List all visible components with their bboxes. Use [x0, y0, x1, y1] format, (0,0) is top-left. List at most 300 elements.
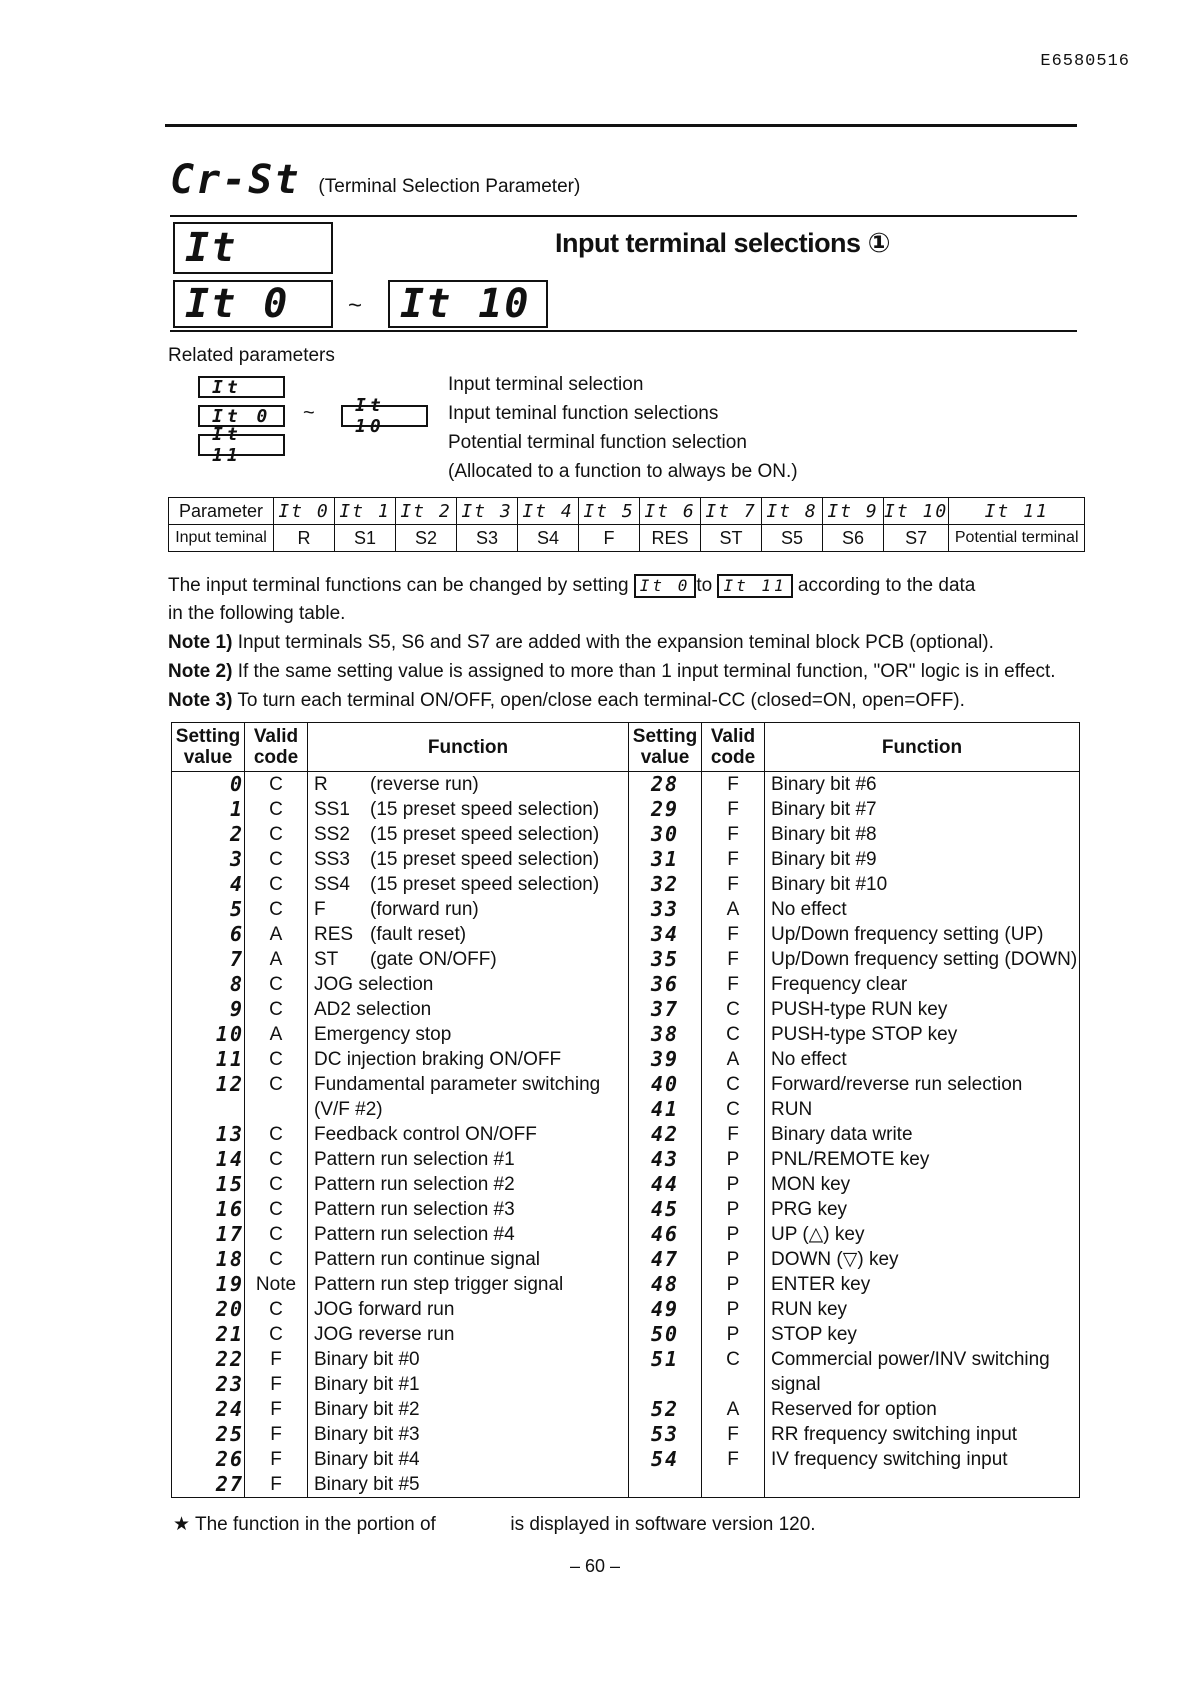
table-row — [172, 922, 1080, 947]
valid-code-cell: C — [245, 1172, 308, 1197]
terminal-cell: R — [274, 525, 335, 552]
header-setting-value: Setting value — [172, 723, 245, 772]
function-text: JOG selection — [314, 974, 434, 995]
valid-code-cell-2: F — [702, 797, 765, 822]
function-cell-2: Forward/reverse run selection — [765, 1072, 1080, 1097]
function-cell-2: RUN — [765, 1097, 1080, 1122]
function-text: Binary bit #1 — [314, 1374, 420, 1395]
function-cell — [308, 1272, 629, 1297]
function-cell — [308, 1397, 629, 1422]
note-1-label: Note 1) — [168, 632, 233, 653]
table-row — [172, 797, 1080, 822]
setting-value-cell-2: 43 — [629, 1147, 702, 1172]
valid-code-cell: C — [245, 972, 308, 997]
terminal-cell: S4 — [518, 525, 579, 552]
function-cell — [308, 897, 629, 922]
setting-value-cell: 7 — [172, 947, 245, 972]
function-text: Pattern run continue signal — [314, 1249, 541, 1270]
function-cell — [308, 1222, 629, 1247]
param-cell: It 5 — [579, 498, 640, 525]
setting-value-cell: 22 — [172, 1347, 245, 1372]
function-text: Binary bit #2 — [314, 1399, 420, 1420]
function-cell-2: MON key — [765, 1172, 1080, 1197]
related-text-3: Potential terminal function selection — [448, 432, 747, 453]
setting-value-cell: 20 — [172, 1297, 245, 1322]
valid-code-cell-2: F — [702, 1422, 765, 1447]
table-row — [172, 1222, 1080, 1247]
setting-value-cell-2: 31 — [629, 847, 702, 872]
table-row — [172, 1372, 1080, 1397]
valid-code-cell: C — [245, 772, 308, 798]
setting-value-cell: 10 — [172, 1022, 245, 1047]
setting-value-cell-2: 52 — [629, 1397, 702, 1422]
table-row — [172, 1097, 1080, 1122]
function-cell-2: Reserved for option — [765, 1397, 1080, 1422]
valid-code-cell-2: P — [702, 1197, 765, 1222]
setting-value-cell: 13 — [172, 1122, 245, 1147]
valid-code-cell: C — [245, 1072, 308, 1097]
valid-code-cell: A — [245, 1022, 308, 1047]
setting-value-cell-2: 39 — [629, 1047, 702, 1072]
valid-code-cell-2: C — [702, 997, 765, 1022]
section-code: Cr-St — [170, 157, 301, 203]
related-box-it — [198, 376, 285, 398]
function-table-header — [172, 723, 1080, 772]
header-rule — [170, 215, 1077, 217]
related-box-it10-label: It 10 — [355, 395, 385, 437]
terminal-cell: Potential terminal — [949, 525, 1085, 552]
table-row — [172, 1272, 1080, 1297]
setting-value-cell-2: 47 — [629, 1247, 702, 1272]
function-cell-2: Binary data write — [765, 1122, 1080, 1147]
function-cell-2: Up/Down frequency setting (DOWN) — [765, 947, 1080, 972]
intro-box-it0-label: It 0 — [639, 576, 691, 595]
setting-value-cell: 21 — [172, 1322, 245, 1347]
function-command: ST — [314, 949, 339, 970]
terminal-cell: S5 — [762, 525, 823, 552]
valid-code-cell-2: F — [702, 872, 765, 897]
function-cell — [308, 797, 629, 822]
intro-box-it11-label: It 11 — [723, 576, 787, 595]
function-cell — [308, 1047, 629, 1072]
table-row — [172, 1297, 1080, 1322]
function-cell-2: Up/Down frequency setting (UP) — [765, 922, 1080, 947]
function-cell — [308, 1447, 629, 1472]
function-text: (15 preset speed selection) — [370, 849, 600, 870]
related-box-it0-label: It 0 — [212, 405, 272, 427]
function-table-body — [172, 772, 1080, 1498]
valid-code-cell: F — [245, 1447, 308, 1472]
param-cell: It 2 — [396, 498, 457, 525]
setting-value-cell: 5 — [172, 897, 245, 922]
related-box-it-label: It — [212, 376, 242, 398]
parameter-terminal-table — [168, 497, 1085, 552]
function-text: (V/F #2) — [314, 1099, 383, 1120]
function-cell — [308, 772, 629, 798]
page-number: – 60 – — [569, 1556, 621, 1576]
table-row — [172, 1197, 1080, 1222]
valid-code-cell-2: A — [702, 1047, 765, 1072]
valid-code-cell-2: P — [702, 1272, 765, 1297]
table-row — [172, 972, 1080, 997]
setting-value-cell-2 — [629, 1472, 702, 1498]
function-cell-2: Binary bit #10 — [765, 872, 1080, 897]
function-cell-2: RUN key — [765, 1297, 1080, 1322]
function-cell-2: PUSH-type RUN key — [765, 997, 1080, 1022]
table-row — [172, 1422, 1080, 1447]
setting-value-cell: 2 — [172, 822, 245, 847]
param-row-label: Parameter — [169, 498, 274, 525]
terminal-row-label: Input teminal — [169, 525, 274, 552]
table-row — [172, 1072, 1080, 1097]
setting-value-cell-2: 50 — [629, 1322, 702, 1347]
function-cell — [308, 1022, 629, 1047]
valid-code-cell: C — [245, 997, 308, 1022]
function-cell — [308, 1372, 629, 1397]
setting-value-cell-2: 37 — [629, 997, 702, 1022]
valid-code-cell: C — [245, 847, 308, 872]
function-cell — [308, 997, 629, 1022]
function-cell-2: No effect — [765, 1047, 1080, 1072]
function-cell-2: IV frequency switching input — [765, 1447, 1080, 1472]
setting-value-cell-2: 48 — [629, 1272, 702, 1297]
setting-value-cell: 19 — [172, 1272, 245, 1297]
function-text: Binary bit #0 — [314, 1349, 420, 1370]
valid-code-cell-2: F — [702, 847, 765, 872]
valid-code-cell-2: A — [702, 897, 765, 922]
valid-code-cell: C — [245, 822, 308, 847]
intro-text-b: according to the data — [797, 575, 976, 597]
table-row — [172, 1397, 1080, 1422]
related-text-4: (Allocated to a function to always be ON.) — [448, 461, 798, 482]
function-cell — [308, 847, 629, 872]
function-cell — [308, 972, 629, 997]
function-cell — [308, 1172, 629, 1197]
setting-value-cell-2: 46 — [629, 1222, 702, 1247]
header-setting-value-2: Setting value — [629, 723, 702, 772]
valid-code-cell: F — [245, 1372, 308, 1397]
function-command: SS3 — [314, 849, 350, 870]
function-cell — [308, 1147, 629, 1172]
setting-value-cell: 16 — [172, 1197, 245, 1222]
valid-code-cell: C — [245, 797, 308, 822]
setting-value-cell: 12 — [172, 1072, 245, 1097]
valid-code-cell-2 — [702, 1372, 765, 1397]
valid-code-cell: C — [245, 1222, 308, 1247]
table-row — [172, 1472, 1080, 1498]
page-title: Input terminal selections ① — [555, 228, 890, 258]
table-row — [172, 1247, 1080, 1272]
intro-box-it11 — [717, 574, 792, 598]
function-command: RES — [314, 924, 354, 945]
setting-value-cell: 26 — [172, 1447, 245, 1472]
terminal-row — [169, 525, 1085, 552]
function-cell-2: Binary bit #6 — [765, 772, 1080, 798]
footnote — [173, 1513, 816, 1536]
valid-code-cell: C — [245, 1047, 308, 1072]
terminal-cell: S6 — [823, 525, 884, 552]
setting-value-cell-2: 33 — [629, 897, 702, 922]
table-row — [172, 1322, 1080, 1347]
setting-value-cell: 9 — [172, 997, 245, 1022]
setting-value-cell: 18 — [172, 1247, 245, 1272]
function-cell — [308, 1197, 629, 1222]
table-row — [172, 1172, 1080, 1197]
setting-value-cell: 15 — [172, 1172, 245, 1197]
param-cell: It 1 — [335, 498, 396, 525]
header-valid-code-2: Valid code — [702, 723, 765, 772]
valid-code-cell-2: F — [702, 922, 765, 947]
function-command: R — [314, 774, 328, 795]
function-cell-2: STOP key — [765, 1322, 1080, 1347]
function-cell — [308, 1297, 629, 1322]
function-cell — [308, 1247, 629, 1272]
param-box-it-label: It — [185, 225, 238, 271]
valid-code-cell: C — [245, 872, 308, 897]
table-row — [172, 1047, 1080, 1072]
footnote-text-b: is displayed in software version 120. — [510, 1514, 816, 1535]
related-box-it11-label: It 11 — [212, 424, 242, 466]
function-text: Binary bit #4 — [314, 1449, 420, 1470]
valid-code-cell-2: F — [702, 1122, 765, 1147]
function-command: SS1 — [314, 799, 350, 820]
param-cell: It 8 — [762, 498, 823, 525]
function-cell — [308, 1072, 629, 1097]
valid-code-cell-2: C — [702, 1347, 765, 1372]
function-cell-2: UP (△) key — [765, 1222, 1080, 1247]
function-text: Pattern run selection #1 — [314, 1149, 515, 1170]
table-row — [172, 1447, 1080, 1472]
terminal-cell: ST — [701, 525, 762, 552]
function-cell-2: Commercial power/INV switching — [765, 1347, 1080, 1372]
table-row — [172, 1022, 1080, 1047]
valid-code-cell-2: P — [702, 1222, 765, 1247]
valid-code-cell: A — [245, 947, 308, 972]
setting-value-cell: 3 — [172, 847, 245, 872]
function-cell-2 — [765, 1472, 1080, 1498]
function-text: (15 preset speed selection) — [370, 824, 600, 845]
terminal-cell: S1 — [335, 525, 396, 552]
function-cell — [308, 1097, 629, 1122]
setting-value-cell: 11 — [172, 1047, 245, 1072]
valid-code-cell-2: F — [702, 772, 765, 798]
setting-value-cell: 25 — [172, 1422, 245, 1447]
valid-code-cell-2: C — [702, 1097, 765, 1122]
valid-code-cell: A — [245, 922, 308, 947]
valid-code-cell-2: P — [702, 1247, 765, 1272]
setting-value-cell — [172, 1097, 245, 1122]
param-cell: It 0 — [274, 498, 335, 525]
function-cell-2: PRG key — [765, 1197, 1080, 1222]
function-command: SS4 — [314, 874, 350, 895]
setting-value-cell-2: 53 — [629, 1422, 702, 1447]
param-cell: It 10 — [884, 498, 949, 525]
header-valid-code: Valid code — [245, 723, 308, 772]
param-cell: It 6 — [640, 498, 701, 525]
setting-value-cell-2: 29 — [629, 797, 702, 822]
setting-value-cell: 23 — [172, 1372, 245, 1397]
valid-code-cell: Note — [245, 1272, 308, 1297]
function-cell-2: DOWN (▽) key — [765, 1247, 1080, 1272]
note-3-label: Note 3) — [168, 690, 233, 711]
valid-code-cell-2: P — [702, 1322, 765, 1347]
setting-value-cell-2: 28 — [629, 772, 702, 798]
terminal-cell: RES — [640, 525, 701, 552]
function-text: JOG forward run — [314, 1299, 455, 1320]
function-cell — [308, 822, 629, 847]
param-row — [169, 498, 1085, 525]
setting-value-cell-2: 41 — [629, 1097, 702, 1122]
function-cell-2: Binary bit #7 — [765, 797, 1080, 822]
table-row — [172, 772, 1080, 798]
valid-code-cell: C — [245, 1122, 308, 1147]
function-text: Binary bit #3 — [314, 1424, 420, 1445]
related-parameters-label: Related parameters — [168, 345, 335, 366]
setting-value-cell-2: 44 — [629, 1172, 702, 1197]
param-cell: It 4 — [518, 498, 579, 525]
setting-value-cell: 14 — [172, 1147, 245, 1172]
setting-value-cell-2: 38 — [629, 1022, 702, 1047]
title-rule — [170, 330, 1077, 332]
note-2 — [168, 661, 1056, 683]
function-text: Pattern run selection #2 — [314, 1174, 515, 1195]
terminal-cell: F — [579, 525, 640, 552]
param-box-it — [173, 222, 333, 274]
setting-value-cell-2: 42 — [629, 1122, 702, 1147]
function-text: Feedback control ON/OFF — [314, 1124, 537, 1145]
setting-value-cell: 1 — [172, 797, 245, 822]
function-cell — [308, 1422, 629, 1447]
setting-value-cell-2: 45 — [629, 1197, 702, 1222]
setting-value-cell-2: 51 — [629, 1347, 702, 1372]
table-row — [172, 1147, 1080, 1172]
function-cell-2: Binary bit #8 — [765, 822, 1080, 847]
related-box-it10 — [341, 395, 428, 437]
intro-text-a: The input terminal functions can be changed by setting — [168, 575, 629, 597]
table-row — [172, 872, 1080, 897]
terminal-cell: S3 — [457, 525, 518, 552]
valid-code-cell-2: F — [702, 822, 765, 847]
table-row — [172, 947, 1080, 972]
function-cell — [308, 1472, 629, 1498]
valid-code-cell-2: P — [702, 1172, 765, 1197]
function-text: DC injection braking ON/OFF — [314, 1049, 562, 1070]
related-tilde: ~ — [303, 402, 315, 424]
note-1 — [168, 632, 994, 654]
setting-value-cell: 17 — [172, 1222, 245, 1247]
function-cell — [308, 1347, 629, 1372]
setting-value-cell: 8 — [172, 972, 245, 997]
param-box-it10 — [388, 280, 548, 328]
valid-code-cell: C — [245, 1247, 308, 1272]
terminal-cell: S2 — [396, 525, 457, 552]
function-cell-2: PNL/REMOTE key — [765, 1147, 1080, 1172]
header-function-2: Function — [765, 723, 1080, 772]
setting-value-cell-2: 54 — [629, 1447, 702, 1472]
function-text: (gate ON/OFF) — [370, 949, 497, 970]
setting-value-cell-2: 49 — [629, 1297, 702, 1322]
header-function: Function — [308, 723, 629, 772]
param-cell: It 7 — [701, 498, 762, 525]
valid-code-cell: F — [245, 1397, 308, 1422]
intro-line-1 — [168, 574, 975, 598]
note-2-label: Note 2) — [168, 661, 233, 682]
function-text: Emergency stop — [314, 1024, 452, 1045]
param-box-it0 — [173, 280, 333, 328]
valid-code-cell-2: A — [702, 1397, 765, 1422]
setting-value-cell-2: 30 — [629, 822, 702, 847]
setting-value-cell-2: 40 — [629, 1072, 702, 1097]
function-cell-2: RR frequency switching input — [765, 1422, 1080, 1447]
function-text: Binary bit #5 — [314, 1474, 420, 1495]
setting-value-cell: 0 — [172, 772, 245, 798]
valid-code-cell: F — [245, 1347, 308, 1372]
function-text: (forward run) — [370, 899, 479, 920]
table-row — [172, 997, 1080, 1022]
function-command: SS2 — [314, 824, 350, 845]
related-box-it11 — [198, 424, 285, 466]
function-text: Pattern run selection #4 — [314, 1224, 515, 1245]
note-1-text: Input terminals S5, S6 and S7 are added with the expansion teminal block PCB (optional). — [237, 632, 994, 653]
setting-value-cell: 24 — [172, 1397, 245, 1422]
section-header — [170, 157, 581, 203]
valid-code-cell: C — [245, 1322, 308, 1347]
function-text: Pattern run step trigger signal — [314, 1274, 564, 1295]
setting-value-cell-2 — [629, 1372, 702, 1397]
function-cell — [308, 1322, 629, 1347]
section-subtitle: (Terminal Selection Parameter) — [318, 176, 581, 197]
function-cell-2: signal — [765, 1372, 1080, 1397]
function-cell-2: Frequency clear — [765, 972, 1080, 997]
valid-code-cell-2: C — [702, 1022, 765, 1047]
function-table — [171, 722, 1080, 1498]
setting-value-cell-2: 36 — [629, 972, 702, 997]
note-2-text: If the same setting value is assigned to more than 1 input terminal function, "OR" logic is in effect. — [237, 661, 1056, 682]
intro-to: to — [696, 575, 713, 597]
function-text: AD2 selection — [314, 999, 432, 1020]
function-cell-2: Binary bit #9 — [765, 847, 1080, 872]
related-text-1: Input terminal selection — [448, 374, 644, 395]
valid-code-cell: F — [245, 1422, 308, 1447]
setting-value-cell: 6 — [172, 922, 245, 947]
function-command: F — [314, 899, 326, 920]
table-row — [172, 847, 1080, 872]
valid-code-cell: C — [245, 1297, 308, 1322]
param-cell: It 3 — [457, 498, 518, 525]
function-text: (reverse run) — [370, 774, 479, 795]
table-row — [172, 897, 1080, 922]
top-rule — [165, 124, 1077, 127]
function-cell-2: PUSH-type STOP key — [765, 1022, 1080, 1047]
valid-code-cell-2: P — [702, 1297, 765, 1322]
table-row — [172, 822, 1080, 847]
param-box-it10-label: It 10 — [400, 281, 531, 327]
related-text-2: Input teminal function selections — [448, 403, 719, 424]
function-text: Fundamental parameter switching — [314, 1074, 601, 1095]
function-cell-2: ENTER key — [765, 1272, 1080, 1297]
setting-value-cell-2: 34 — [629, 922, 702, 947]
note-3-text: To turn each terminal ON/OFF, open/close each terminal-CC (closed=ON, open=OFF). — [237, 690, 965, 711]
intro-box-it0 — [634, 574, 697, 598]
function-text: JOG reverse run — [314, 1324, 455, 1345]
function-text: (15 preset speed selection) — [370, 874, 600, 895]
setting-value-cell: 27 — [172, 1472, 245, 1498]
valid-code-cell-2: F — [702, 1447, 765, 1472]
valid-code-cell-2 — [702, 1472, 765, 1498]
function-text: Pattern run selection #3 — [314, 1199, 515, 1220]
function-cell — [308, 872, 629, 897]
valid-code-cell-2: F — [702, 972, 765, 997]
